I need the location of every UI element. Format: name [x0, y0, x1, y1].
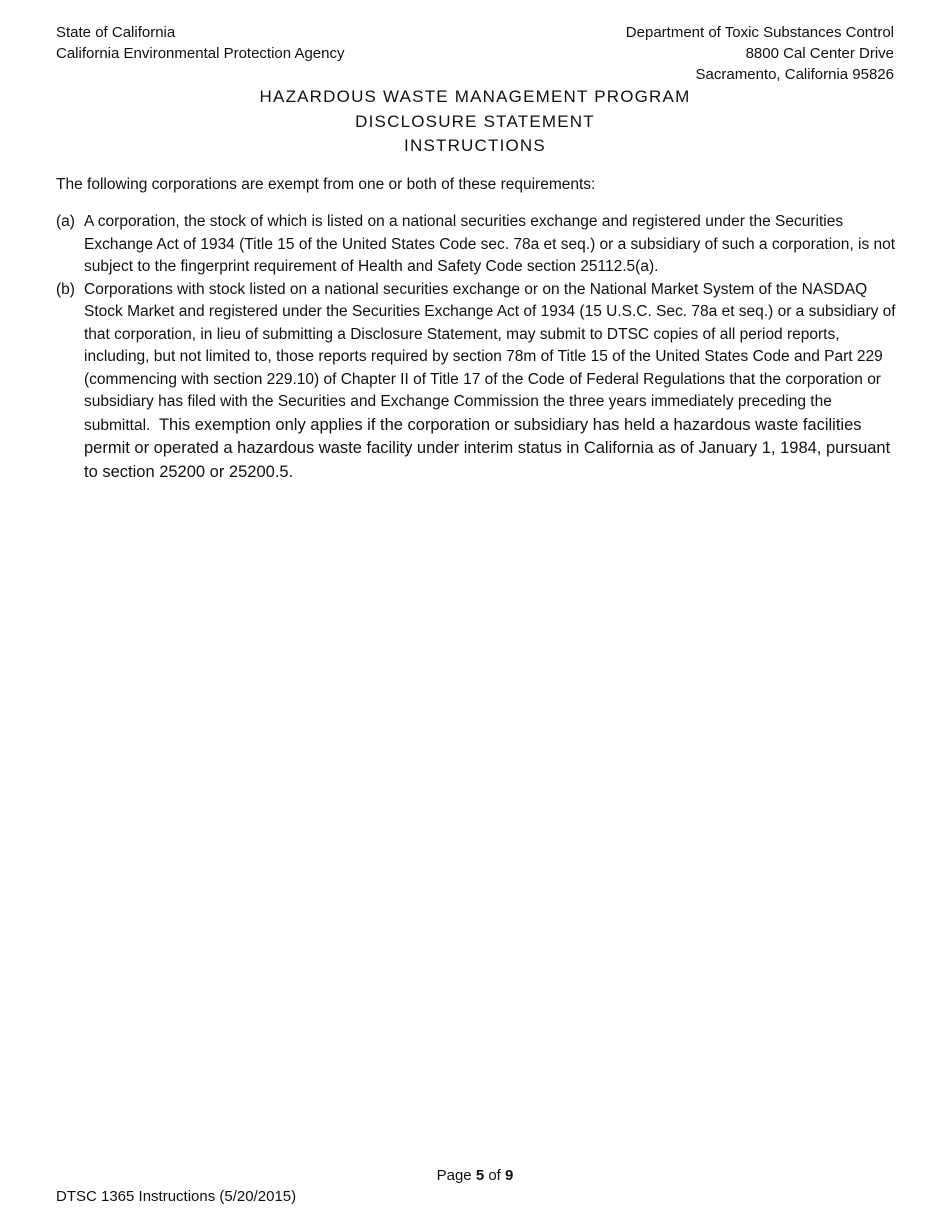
title-instructions: INSTRUCTIONS [404, 136, 546, 155]
exemption-list [56, 211, 896, 484]
header-department [626, 22, 894, 85]
item-label: (b) [56, 280, 75, 298]
header-street-address: 8800 Cal Center Drive [745, 45, 894, 62]
header-agency-name: California Environmental Protection Agency [56, 45, 345, 62]
item-text-tail: This exemption only applies if the corporation or subsidiary has held a hazardous waste facilities permit or operated a hazardous waste facility under interim status in California as of January 1, 1984, pursuant to section 25200 or 25200.5. [84, 415, 891, 481]
intro-paragraph: The following corporations are exempt from one or both of these requirements: [56, 176, 596, 193]
page-prefix: Page [436, 1167, 472, 1184]
header-state: State of California [56, 24, 176, 41]
item-label: (a) [56, 213, 75, 230]
header-city-address: Sacramento, California 95826 [695, 66, 894, 83]
page-total: 9 [505, 1167, 514, 1184]
page-current: 5 [475, 1167, 485, 1184]
header-agency [56, 22, 345, 64]
page-of: of [488, 1167, 501, 1184]
title-program: HAZARDOUS WASTE MANAGEMENT PROGRAM [259, 87, 691, 106]
item-text: A corporation, the stock of which is listed on a national securities exchange and registered under the Securities Exchange Act of 1934 (Title 15 of the United States Code sec. 78a et seq.) or a subsidiary of such a corporation, is not subject to the fingerprint requirement of Health and Safety Code section 25112.5(a). [84, 213, 896, 275]
exemption-item-b [56, 279, 896, 485]
form-identifier: DTSC 1365 Instructions (5/20/2015) [56, 1188, 297, 1205]
page-number [0, 1165, 950, 1186]
item-text: Corporations with stock listed on a national securities exchange or on the National Market System of the NASDAQ Stock Market and registered under the Securities Exchange Act of 1934 (15 U.S.C. Sec. 78a et seq.) or a subsidiary of that corporation, in lieu of submitting a Disclosure Statement, may submit to DTSC copies of all period reports, including, but not limited to, those reports required by section 78m of Title 15 of the United States Code and Part 229 (commencing with section 229.10) of Chapter II of Title 17 of the Code of Federal Regulations that the corporation or subsidiary has filed with the Securities and Exchange Commission the three years immediately preceding the submittal. [84, 280, 896, 434]
header-department-name: Department of Toxic Substances Control [625, 24, 894, 41]
title-disclosure: DISCLOSURE STATEMENT [355, 111, 595, 131]
exemption-item-a [56, 211, 896, 279]
document-title [0, 85, 950, 159]
